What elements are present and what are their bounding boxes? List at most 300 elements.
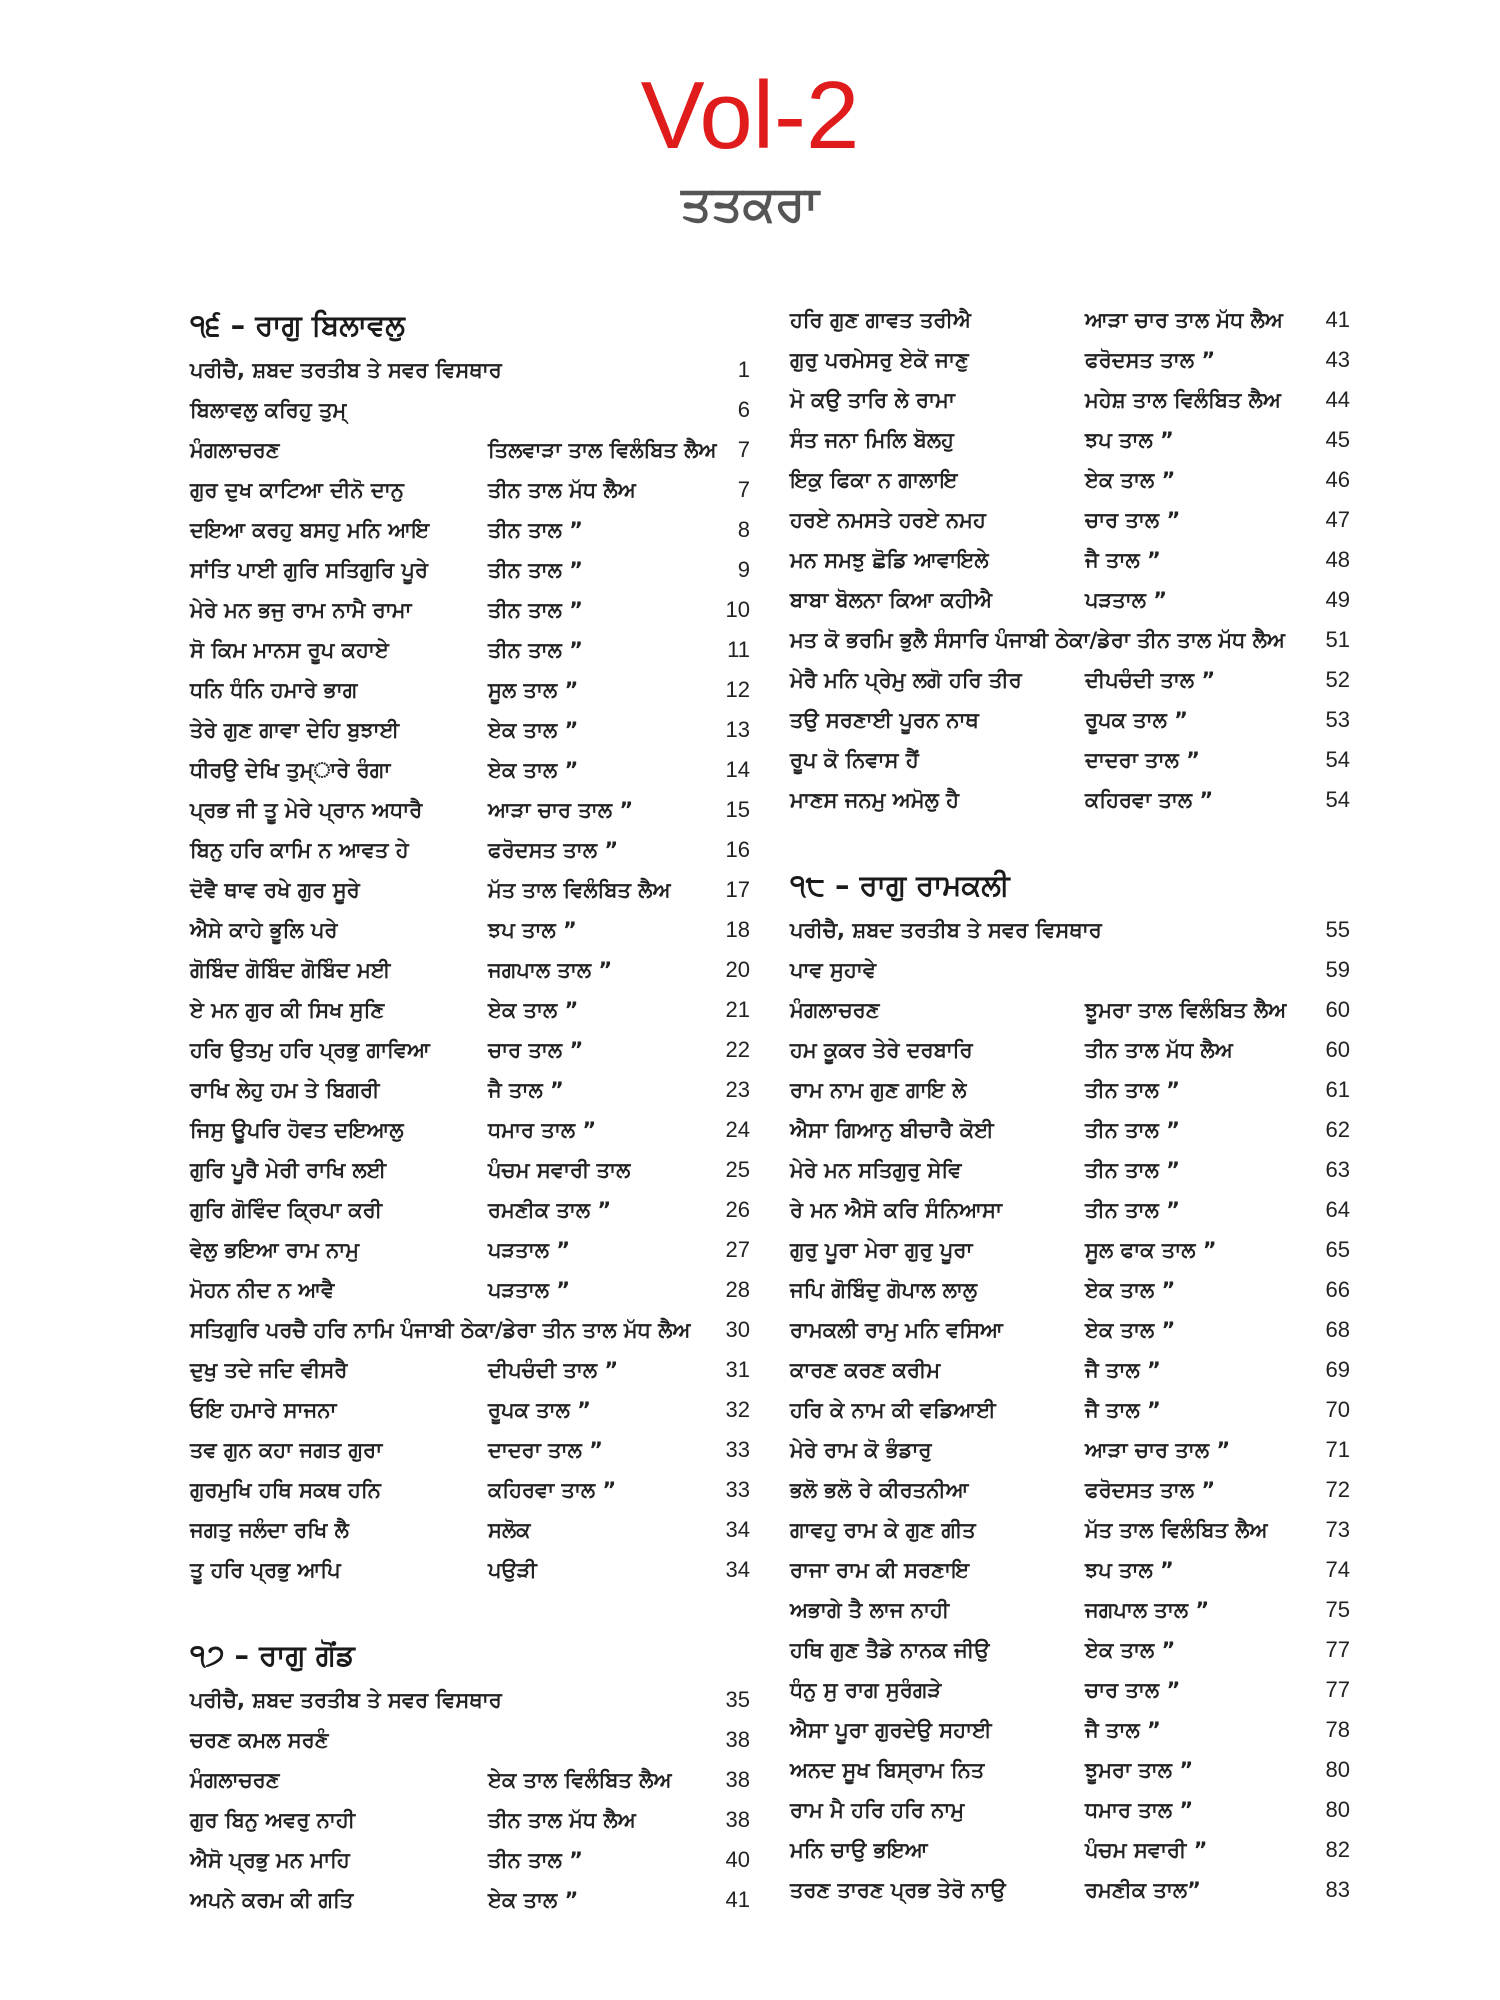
page-number: 48	[1325, 547, 1350, 572]
page-number: 61	[1325, 1077, 1350, 1102]
taal-name: ਕਹਿਰਵਾ ਤਾਲ ”	[1085, 787, 1214, 812]
taal-name: ਝੂਮਰਾ ਤਾਲ ”	[1085, 1757, 1194, 1782]
shabad-title: ਅਨਦ ਸੂਖ ਬਿਸ੍ਰਾਮ ਨਿਤ	[790, 1757, 985, 1782]
taal-name: ਏਕ ਤਾਲ ”	[488, 997, 579, 1022]
shabad-title: ਪਰੀਚੈ, ਸ਼ਬਦ ਤਰਤੀਬ ਤੇ ਸਵਰ ਵਿਸਥਾਰ	[790, 917, 1102, 942]
index-row	[790, 1830, 1350, 1870]
shabad-title: ਮੇਰੇ ਮਨ ਸਤਿਗੁਰੁ ਸੇਵਿ	[790, 1157, 962, 1182]
shabad-title: ਮੰਗਲਾਚਰਣ	[790, 997, 880, 1022]
taal-name: ਝੂਮਰਾ ਤਾਲ ਵਿਲੰਬਿਤ ਲੈਅ	[1085, 997, 1287, 1022]
section-list-gond-continued	[790, 300, 1350, 820]
index-row	[790, 540, 1350, 580]
page-number: 45	[1325, 427, 1350, 452]
page-number: 25	[725, 1157, 750, 1182]
page-number: 43	[1325, 347, 1350, 372]
index-row	[190, 430, 750, 470]
page-number: 44	[1325, 387, 1350, 412]
taal-name: ਚਾਰ ਤਾਲ ”	[1085, 1677, 1181, 1702]
shabad-title: ਤਵ ਗੁਨ ਕਹਾ ਜਗਤ ਗੁਰਾ	[190, 1437, 383, 1462]
index-row	[190, 550, 750, 590]
page-number: 7	[737, 477, 750, 502]
taal-name: ਧਮਾਰ ਤਾਲ ”	[488, 1117, 597, 1142]
taal-name: ਏਕ ਤਾਲ ”	[1085, 1637, 1176, 1662]
page-number: 73	[1325, 1517, 1350, 1542]
index-row	[190, 470, 750, 510]
index-row	[190, 910, 750, 950]
taal-name: ਪੰਚਮ ਸਵਾਰੀ ”	[1085, 1837, 1208, 1862]
index-row	[790, 460, 1350, 500]
index-row	[190, 990, 750, 1030]
taal-name: ਜਗਪਾਲ ਤਾਲ ”	[1085, 1597, 1210, 1622]
section-list-bilaval	[190, 350, 750, 1590]
page-number: 34	[725, 1517, 750, 1542]
page-number: 15	[725, 797, 750, 822]
index-row	[190, 950, 750, 990]
taal-name: ਪੰਚਮ ਸਵਾਰੀ ਤਾਲ	[488, 1157, 631, 1182]
shabad-title: ਮਨਿ ਚਾਉ ਭਇਆ	[790, 1837, 928, 1862]
taal-name: ਫਰੋਦਸਤ ਤਾਲ ”	[1085, 347, 1216, 372]
taal-name: ਝਪ ਤਾਲ ”	[1085, 427, 1174, 452]
shabad-title: ਰੂਪ ਕੋ ਨਿਵਾਸ ਹੈਂ	[790, 747, 919, 772]
index-row	[190, 1470, 750, 1510]
taal-name: ਏਕ ਤਾਲ ”	[488, 1887, 579, 1912]
taal-name: ਏਕ ਤਾਲ ”	[1085, 1277, 1176, 1302]
index-row	[790, 1230, 1350, 1270]
index-row	[790, 1350, 1350, 1390]
page-number: 69	[1325, 1357, 1350, 1382]
shabad-title: ਤਉ ਸਰਣਾਈ ਪੂਰਨ ਨਾਥ	[790, 707, 979, 732]
taal-name: ਫਰੋਦਸਤ ਤਾਲ ”	[488, 837, 619, 862]
page-number: 1	[737, 357, 750, 382]
page-number: 7	[737, 437, 750, 462]
shabad-title: ਤੂ ਹਰਿ ਪ੍ਰਭੁ ਆਪਿ	[190, 1557, 341, 1582]
index-row	[190, 1720, 750, 1760]
shabad-title: ਐਸੇ ਕਾਹੇ ਭੂਲਿ ਪਰੇ	[190, 917, 338, 942]
index-row	[790, 1710, 1350, 1750]
taal-name: ਜੈ ਤਾਲ ”	[1085, 1357, 1161, 1382]
page-number: 55	[1325, 917, 1350, 942]
shabad-title: ਵੇਲੁ ਭਇਆ ਰਾਮ ਨਾਮੁ	[190, 1237, 360, 1262]
taal-name: ਰਮਣੀਕ ਤਾਲ ”	[488, 1197, 612, 1222]
taal-name: ਮੱਤ ਤਾਲ ਵਿਲੰਬਿਤ ਲੈਅ	[488, 877, 671, 902]
taal-name: ਤੀਨ ਤਾਲ ਮੱਧ ਲੈਅ	[488, 477, 636, 502]
page-number: 38	[725, 1727, 750, 1752]
shabad-title: ਹਰਿ ਗੁਣ ਗਾਵਤ ਤਰੀਐ	[790, 307, 971, 332]
page-number: 54	[1325, 787, 1350, 812]
taal-name: ਤੀਨ ਤਾਲ ”	[488, 557, 583, 582]
index-row	[790, 1190, 1350, 1230]
page-number: 65	[1325, 1237, 1350, 1262]
index-row	[790, 990, 1350, 1030]
shabad-title: ਗੁਰੁ ਪਰਮੇਸਰੁ ਏਕੋ ਜਾਣੁ	[790, 347, 969, 372]
index-row	[190, 390, 750, 430]
shabad-title: ਧਨਿ ਧੰਨਿ ਹਮਾਰੇ ਭਾਗ	[190, 677, 358, 702]
taal-name: ਤੀਨ ਤਾਲ ”	[1085, 1197, 1180, 1222]
volume-title: Vol-2	[640, 62, 860, 169]
shabad-title: ਗੁਰਿ ਪੂਰੈ ਮੇਰੀ ਰਾਖਿ ਲਈ	[190, 1157, 387, 1182]
page-number: 41	[725, 1887, 750, 1912]
page-number: 17	[725, 877, 750, 902]
page-number: 34	[725, 1557, 750, 1582]
index-row	[190, 670, 750, 710]
taal-name: ਕਹਿਰਵਾ ਤਾਲ ”	[488, 1477, 617, 1502]
index-row	[790, 1110, 1350, 1150]
taal-name: ਆੜਾ ਚਾਰ ਤਾਲ ”	[488, 797, 634, 822]
index-row	[790, 1510, 1350, 1550]
page-number: 52	[1325, 667, 1350, 692]
index-row	[190, 790, 750, 830]
taal-name: ਤੀਨ ਤਾਲ ”	[488, 637, 583, 662]
taal-name: ਤੀਨ ਤਾਲ ਮੱਧ ਲੈਅ	[1085, 1037, 1233, 1062]
page-number: 33	[725, 1437, 750, 1462]
shabad-title: ਸੋ ਕਿਮ ਮਾਨਸ ਰੂਪ ਕਹਾਏ	[190, 637, 389, 662]
taal-name: ਪੜਤਾਲ ”	[1085, 587, 1168, 612]
taal-name: ਜੈ ਤਾਲ ”	[1085, 1717, 1161, 1742]
index-row	[190, 1840, 750, 1880]
index-row	[790, 500, 1350, 540]
taal-name: ਪਉੜੀ	[488, 1557, 537, 1582]
shabad-title: ਦੁਖੁ ਤਦੇ ਜਦਿ ਵੀਸਰੈ	[190, 1357, 348, 1382]
page-number: 27	[725, 1237, 750, 1262]
taal-name: ਧਮਾਰ ਤਾਲ ”	[1085, 1797, 1194, 1822]
shabad-title: ਦੋਵੈ ਥਾਵ ਰਖੇ ਗੁਰ ਸੂਰੇ	[190, 877, 360, 902]
shabad-title: ਰਾਜਾ ਰਾਮ ਕੀ ਸਰਣਾਇ	[790, 1557, 970, 1582]
shabad-title: ਗਾਵਹੁ ਰਾਮ ਕੇ ਗੁਣ ਗੀਤ	[790, 1517, 976, 1542]
page-number: 6	[737, 397, 750, 422]
page-number: 66	[1325, 1277, 1350, 1302]
index-row	[190, 1760, 750, 1800]
page-number: 41	[1325, 307, 1350, 332]
section-heading-gond: ੧੭ – ਰਾਗੁ ਗੋਂਡ	[190, 1638, 355, 1672]
shabad-title: ਗੁਰਮੁਖਿ ਹਥਿ ਸਕਥ ਹਨਿ	[190, 1477, 381, 1502]
shabad-title: ਕਾਰਣ ਕਰਣ ਕਰੀਮ	[790, 1357, 941, 1382]
shabad-title: ਜਿਸੁ ਊਪਰਿ ਹੋਵਤ ਦਇਆਲੁ	[190, 1117, 404, 1142]
index-row	[790, 1310, 1350, 1350]
taal-name: ਜੈ ਤਾਲ ”	[488, 1077, 564, 1102]
taal-name: ਫਰੋਦਸਤ ਤਾਲ ”	[1085, 1477, 1216, 1502]
taal-name: ਜੈ ਤਾਲ ”	[1085, 1397, 1161, 1422]
taal-name: ਤੀਨ ਤਾਲ ”	[488, 1847, 583, 1872]
taal-name: ਏਕ ਤਾਲ ”	[1085, 467, 1176, 492]
shabad-title: ਮੰਗਲਾਚਰਣ	[190, 1767, 280, 1792]
right-column	[790, 300, 1350, 1910]
page-number: 60	[1325, 1037, 1350, 1062]
shabad-title: ਹਰਏ ਨਮਸਤੇ ਹਰਏ ਨਮਹ	[790, 507, 986, 532]
page-number: 23	[725, 1077, 750, 1102]
shabad-title: ਮਤ ਕੋ ਭਰਮਿ ਭੁਲੈ ਸੰਸਾਰਿ ਪੰਜਾਬੀ ਠੇਕਾ/ਡੇਰਾ ਤੀਨ ਤਾਲ ਮੱਧ ਲੈਅ	[790, 627, 1285, 652]
page-number: 28	[725, 1277, 750, 1302]
shabad-title: ਪਰੀਚੈ, ਸ਼ਬਦ ਤਰਤੀਬ ਤੇ ਸਵਰ ਵਿਸਥਾਰ	[190, 1687, 502, 1712]
page-number: 53	[1325, 707, 1350, 732]
index-row	[190, 350, 750, 390]
index-row	[790, 1790, 1350, 1830]
page-number: 82	[1325, 1837, 1350, 1862]
shabad-title: ਰਾਮ ਨਾਮ ਗੁਣ ਗਾਇ ਲੇ	[790, 1077, 967, 1102]
shabad-title: ਇਕੁ ਫਿਕਾ ਨ ਗਾਲਾਇ	[790, 467, 958, 492]
taal-name: ਸਲੋਕ	[488, 1517, 531, 1542]
shabad-title: ਦਇਆ ਕਰਹੁ ਬਸਹੁ ਮਨਿ ਆਇ	[190, 517, 430, 542]
taal-name: ਦਾਦਰਾ ਤਾਲ ”	[1085, 747, 1200, 772]
taal-name: ਜਗਪਾਲ ਤਾਲ ”	[488, 957, 613, 982]
shabad-title: ਮੇਰੇ ਮਨ ਭਜੁ ਰਾਮ ਨਾਮੈ ਰਾਮਾ	[190, 597, 412, 622]
shabad-title: ਪ੍ਰਭ ਜੀ ਤੂ ਮੇਰੇ ਪ੍ਰਾਨ ਅਧਾਰੈ	[190, 797, 423, 822]
shabad-title: ਮੋ ਕਉ ਤਾਰਿ ਲੇ ਰਾਮਾ	[790, 387, 955, 412]
index-row	[190, 1550, 750, 1590]
taal-name: ਏਕ ਤਾਲ ”	[488, 717, 579, 742]
index-row	[790, 580, 1350, 620]
page-number: 16	[725, 837, 750, 862]
index-row	[190, 710, 750, 750]
taal-name: ਆੜਾ ਚਾਰ ਤਾਲ ”	[1085, 1437, 1231, 1462]
shabad-title: ਰਾਮ ਮੈ ਹਰਿ ਹਰਿ ਨਾਮੁ	[790, 1797, 965, 1822]
taal-name: ਏਕ ਤਾਲ ”	[488, 757, 579, 782]
shabad-title: ਤੇਰੇ ਗੁਣ ਗਾਵਾ ਦੇਹਿ ਬੁਝਾਈ	[190, 717, 400, 742]
page-number: 83	[1325, 1877, 1350, 1902]
index-row	[790, 700, 1350, 740]
section-list-gond	[190, 1680, 750, 1920]
index-row	[790, 1390, 1350, 1430]
shabad-title: ਸਾਂਤਿ ਪਾਈ ਗੁਰਿ ਸਤਿਗੁਰਿ ਪੂਰੇ	[190, 557, 428, 582]
index-row	[190, 1350, 750, 1390]
shabad-title: ਗੁਰ ਦੁਖ ਕਾਟਿਆ ਦੀਨੋ ਦਾਨੁ	[190, 477, 404, 502]
page-number: 26	[725, 1197, 750, 1222]
index-row	[790, 1550, 1350, 1590]
index-row	[790, 1590, 1350, 1630]
shabad-title: ਅਪਨੇ ਕਰਮ ਕੀ ਗਤਿ	[190, 1887, 354, 1912]
shabad-title: ਰਾਖਿ ਲੇਹੁ ਹਮ ਤੇ ਬਿਗਰੀ	[190, 1077, 380, 1102]
taal-name: ਰਮਣੀਕ ਤਾਲ”	[1085, 1877, 1201, 1902]
page-number: 54	[1325, 747, 1350, 772]
page-number: 64	[1325, 1197, 1350, 1222]
page-number: 20	[725, 957, 750, 982]
page-number: 80	[1325, 1757, 1350, 1782]
section-heading-ramkali: ੧੮ – ਰਾਗੁ ਰਾਮਕਲੀ	[790, 868, 1010, 902]
shabad-title: ਧੰਨੁ ਸੁ ਰਾਗ ਸੁਰੰਗੜੇ	[790, 1677, 942, 1702]
shabad-title: ਐਸਾ ਪੂਰਾ ਗੁਰਦੇਉ ਸਹਾਈ	[790, 1717, 992, 1742]
taal-name: ਰੂਪਕ ਤਾਲ ”	[488, 1397, 591, 1422]
index-row	[790, 1870, 1350, 1910]
page-number: 68	[1325, 1317, 1350, 1342]
index-row	[190, 1270, 750, 1310]
index-row	[190, 1150, 750, 1190]
taal-name: ਝਪ ਤਾਲ ”	[488, 917, 577, 942]
shabad-title: ਓਇ ਹਮਾਰੇ ਸਾਜਨਾ	[190, 1397, 337, 1422]
index-row	[190, 1230, 750, 1270]
taal-name: ਦੀਪਚੰਦੀ ਤਾਲ ”	[1085, 667, 1216, 692]
shabad-title: ਮਾਣਸ ਜਨਮੁ ਅਮੋਲੁ ਹੈ	[790, 787, 960, 812]
shabad-title: ਤਰਣ ਤਾਰਣ ਪ੍ਰਭ ਤੇਰੋ ਨਾਉ	[790, 1877, 1006, 1902]
page-number: 40	[725, 1847, 750, 1872]
shabad-title: ਰਾਮਕਲੀ ਰਾਮੁ ਮਨਿ ਵਸਿਆ	[790, 1317, 1003, 1342]
page-number: 31	[725, 1357, 750, 1382]
taal-name: ਤੀਨ ਤਾਲ ”	[1085, 1117, 1180, 1142]
shabad-title: ਅਭਾਗੇ ਤੈ ਲਾਜ ਨਾਹੀ	[790, 1597, 950, 1622]
index-row	[190, 1070, 750, 1110]
index-row	[790, 910, 1350, 950]
page-number: 11	[727, 637, 750, 662]
shabad-title: ਗੁਰਿ ਗੋਵਿੰਦ ਕ੍ਰਿਪਾ ਕਰੀ	[190, 1197, 383, 1222]
page-number: 13	[725, 717, 750, 742]
shabad-title: ਮੰਗਲਾਚਰਣ	[190, 437, 280, 462]
shabad-title: ਗੁਰ ਬਿਨੁ ਅਵਰੁ ਨਾਹੀ	[190, 1807, 356, 1832]
page-number: 72	[1325, 1477, 1350, 1502]
shabad-title: ਮੇਰੈ ਮਨਿ ਪ੍ਰੇਮੁ ਲਗੋ ਹਰਿ ਤੀਰ	[790, 667, 1022, 692]
index-row	[190, 830, 750, 870]
shabad-title: ਐਸੋ ਪ੍ਰਭੁ ਮਨ ਮਾਹਿ	[190, 1847, 350, 1872]
taal-name: ਚਾਰ ਤਾਲ ”	[488, 1037, 584, 1062]
page-number: 33	[725, 1477, 750, 1502]
index-row	[790, 380, 1350, 420]
page-number: 77	[1325, 1637, 1350, 1662]
taal-name: ਜੈ ਤਾਲ ”	[1085, 547, 1161, 572]
index-row	[790, 1270, 1350, 1310]
index-row	[190, 1030, 750, 1070]
index-row	[190, 1800, 750, 1840]
index-row	[190, 1510, 750, 1550]
page-number: 12	[725, 677, 750, 702]
shabad-title: ਪਰੀਚੈ, ਸ਼ਬਦ ਤਰਤੀਬ ਤੇ ਸਵਰ ਵਿਸਥਾਰ	[190, 357, 502, 382]
taal-name: ਝਪ ਤਾਲ ”	[1085, 1557, 1174, 1582]
shabad-title: ਭਲੋ ਭਲੋ ਰੇ ਕੀਰਤਨੀਆ	[790, 1477, 969, 1502]
page-number: 77	[1325, 1677, 1350, 1702]
shabad-title: ਐਸਾ ਗਿਆਨੁ ਬੀਚਾਰੈ ਕੋਈ	[790, 1117, 994, 1142]
index-row	[790, 1750, 1350, 1790]
page-number: 51	[1325, 627, 1350, 652]
index-row	[790, 420, 1350, 460]
page-number: 59	[1325, 957, 1350, 982]
taal-name: ਤੀਨ ਤਾਲ ਮੱਧ ਲੈਅ	[488, 1807, 636, 1832]
shabad-title: ਗੋਬਿੰਦ ਗੋਬਿੰਦ ਗੋਬਿੰਦ ਮਈ	[190, 957, 391, 982]
shabad-title: ਬਿਨੁ ਹਰਿ ਕਾਮਿ ਨ ਆਵਤ ਹੇ	[190, 837, 409, 862]
index-row	[790, 300, 1350, 340]
index-row	[790, 340, 1350, 380]
index-row	[190, 1680, 750, 1720]
page-number: 24	[725, 1117, 750, 1142]
index-row	[190, 1390, 750, 1430]
shabad-title: ਸਤਿਗੁਰਿ ਪਰਚੈ ਹਰਿ ਨਾਮਿ ਪੰਜਾਬੀ ਠੇਕਾ/ਡੇਰਾ ਤੀਨ ਤਾਲ ਮੱਧ ਲੈਅ	[190, 1317, 691, 1342]
taal-name: ਤੀਨ ਤਾਲ ”	[1085, 1157, 1180, 1182]
shabad-title: ਹਰਿ ਕੇ ਨਾਮ ਕੀ ਵਡਿਆਈ	[790, 1397, 996, 1422]
index-row	[790, 1430, 1350, 1470]
page-number: 71	[1325, 1437, 1350, 1462]
index-row	[190, 870, 750, 910]
index-row	[790, 950, 1350, 990]
index-row	[790, 1470, 1350, 1510]
index-row	[190, 1310, 750, 1350]
page-number: 62	[1325, 1117, 1350, 1142]
index-row	[790, 620, 1350, 660]
index-row	[190, 750, 750, 790]
taal-name: ਚਾਰ ਤਾਲ ”	[1085, 507, 1181, 532]
shabad-title: ਜਪਿ ਗੋਬਿੰਦੁ ਗੋਪਾਲ ਲਾਲੁ	[790, 1277, 978, 1302]
shabad-title: ਸੰਤ ਜਨਾ ਮਿਲਿ ਬੋਲਹੁ	[790, 427, 954, 452]
shabad-title: ਗੁਰੁ ਪੂਰਾ ਮੇਰਾ ਗੁਰੁ ਪੂਰਾ	[790, 1237, 973, 1262]
shabad-title: ਮੇਰੇ ਰਾਮ ਕੋ ਭੰਡਾਰੁ	[790, 1437, 932, 1462]
taal-name: ਏਕ ਤਾਲ ਵਿਲੰਬਿਤ ਲੈਅ	[488, 1767, 672, 1792]
page-number: 9	[737, 557, 750, 582]
page-number: 60	[1325, 997, 1350, 1022]
page-number: 75	[1325, 1597, 1350, 1622]
taal-name: ਤੀਨ ਤਾਲ ”	[488, 597, 583, 622]
index-row	[190, 1880, 750, 1920]
taal-name: ਸੂਲ ਤਾਲ ”	[488, 677, 579, 702]
taal-name: ਦੀਪਚੰਦੀ ਤਾਲ ”	[488, 1357, 619, 1382]
taal-name: ਪੜਤਾਲ ”	[488, 1237, 571, 1262]
page-number: 10	[725, 597, 750, 622]
shabad-title: ਮੋਹਨ ਨੀਦ ਨ ਆਵੈ	[190, 1277, 335, 1302]
index-row	[790, 1670, 1350, 1710]
page-number: 70	[1325, 1397, 1350, 1422]
shabad-title: ਧੀਰਉ ਦੇਖਿ ਤੁਮ੍ਾਰੇ ਰੰਗਾ	[190, 757, 391, 782]
page-number: 14	[725, 757, 750, 782]
taal-name: ਮੱਤ ਤਾਲ ਵਿਲੰਬਿਤ ਲੈਅ	[1085, 1517, 1268, 1542]
taal-name: ਤੀਨ ਤਾਲ ”	[1085, 1077, 1180, 1102]
taal-name: ਮਹੇਸ਼ ਤਾਲ ਵਿਲੰਬਿਤ ਲੈਅ	[1085, 387, 1281, 412]
shabad-title: ਚਰਣ ਕਮਲ ਸਰਣੰ	[190, 1727, 329, 1752]
page-number: 38	[725, 1807, 750, 1832]
shabad-title: ਹਰਿ ਉਤਮੁ ਹਰਿ ਪ੍ਰਭੁ ਗਾਵਿਆ	[190, 1037, 430, 1062]
shabad-title: ਹਥਿ ਗੁਣ ਤੈਡੇ ਨਾਨਕ ਜੀਉ	[790, 1637, 990, 1662]
shabad-title: ਜਗਤੁ ਜਲੰਦਾ ਰਖਿ ਲੈ	[190, 1517, 349, 1542]
page-number: 22	[725, 1037, 750, 1062]
index-row	[190, 510, 750, 550]
page-number: 74	[1325, 1557, 1350, 1582]
taal-name: ਤੀਨ ਤਾਲ ”	[488, 517, 583, 542]
shabad-title: ਏ ਮਨ ਗੁਰ ਕੀ ਸਿਖ ਸੁਣਿ	[190, 997, 385, 1022]
page-number: 78	[1325, 1717, 1350, 1742]
taal-name: ਏਕ ਤਾਲ ”	[1085, 1317, 1176, 1342]
index-row	[790, 780, 1350, 820]
taal-name: ਪੜਤਾਲ ”	[488, 1277, 571, 1302]
index-row	[790, 740, 1350, 780]
index-row	[190, 590, 750, 630]
shabad-title: ਹਮ ਕੂਕਰ ਤੇਰੇ ਦਰਬਾਰਿ	[790, 1037, 973, 1062]
shabad-title: ਮਨ ਸਮਝੁ ਛੋਡਿ ਆਵਾਇਲੇ	[790, 547, 989, 572]
index-row	[790, 1150, 1350, 1190]
index-row	[790, 1030, 1350, 1070]
page-number: 63	[1325, 1157, 1350, 1182]
section-heading-bilaval: ੧੬ – ਰਾਗੁ ਬਿਲਾਵਲੁ	[190, 308, 405, 342]
left-column	[190, 300, 750, 1920]
taal-name: ਆੜਾ ਚਾਰ ਤਾਲ ਮੱਧ ਲੈਅ	[1085, 307, 1283, 332]
page-number: 30	[725, 1317, 750, 1342]
page-number: 18	[725, 917, 750, 942]
index-row	[790, 1630, 1350, 1670]
page-number: 8	[737, 517, 750, 542]
page-number: 32	[725, 1397, 750, 1422]
index-subtitle: ਤਤਕਰਾ	[681, 176, 819, 232]
shabad-title: ਬਿਲਾਵਲੁ ਕਰਿਹੁ ਤੁਮ੍	[190, 397, 347, 422]
page-number: 49	[1325, 587, 1350, 612]
taal-name: ਸੂਲ ਫਾਕ ਤਾਲ ”	[1085, 1237, 1217, 1262]
taal-name: ਤਿਲਵਾੜਾ ਤਾਲ ਵਿਲੰਬਿਤ ਲੈਅ	[488, 437, 717, 462]
index-row	[190, 1190, 750, 1230]
page-number: 46	[1325, 467, 1350, 492]
index-row	[190, 630, 750, 670]
shabad-title: ਬਾਬਾ ਬੋਲਨਾ ਕਿਆ ਕਹੀਐ	[790, 587, 993, 612]
index-row	[190, 1430, 750, 1470]
taal-name: ਦਾਦਰਾ ਤਾਲ ”	[488, 1437, 603, 1462]
page-number: 21	[725, 997, 750, 1022]
page-number: 80	[1325, 1797, 1350, 1822]
page-number: 35	[725, 1687, 750, 1712]
index-row	[190, 1110, 750, 1150]
shabad-title: ਰੇ ਮਨ ਐਸੋ ਕਰਿ ਸੰਨਿਆਸਾ	[790, 1197, 1003, 1222]
page-number: 38	[725, 1767, 750, 1792]
section-list-ramkali	[790, 910, 1350, 1910]
index-row	[790, 1070, 1350, 1110]
index-row	[790, 660, 1350, 700]
